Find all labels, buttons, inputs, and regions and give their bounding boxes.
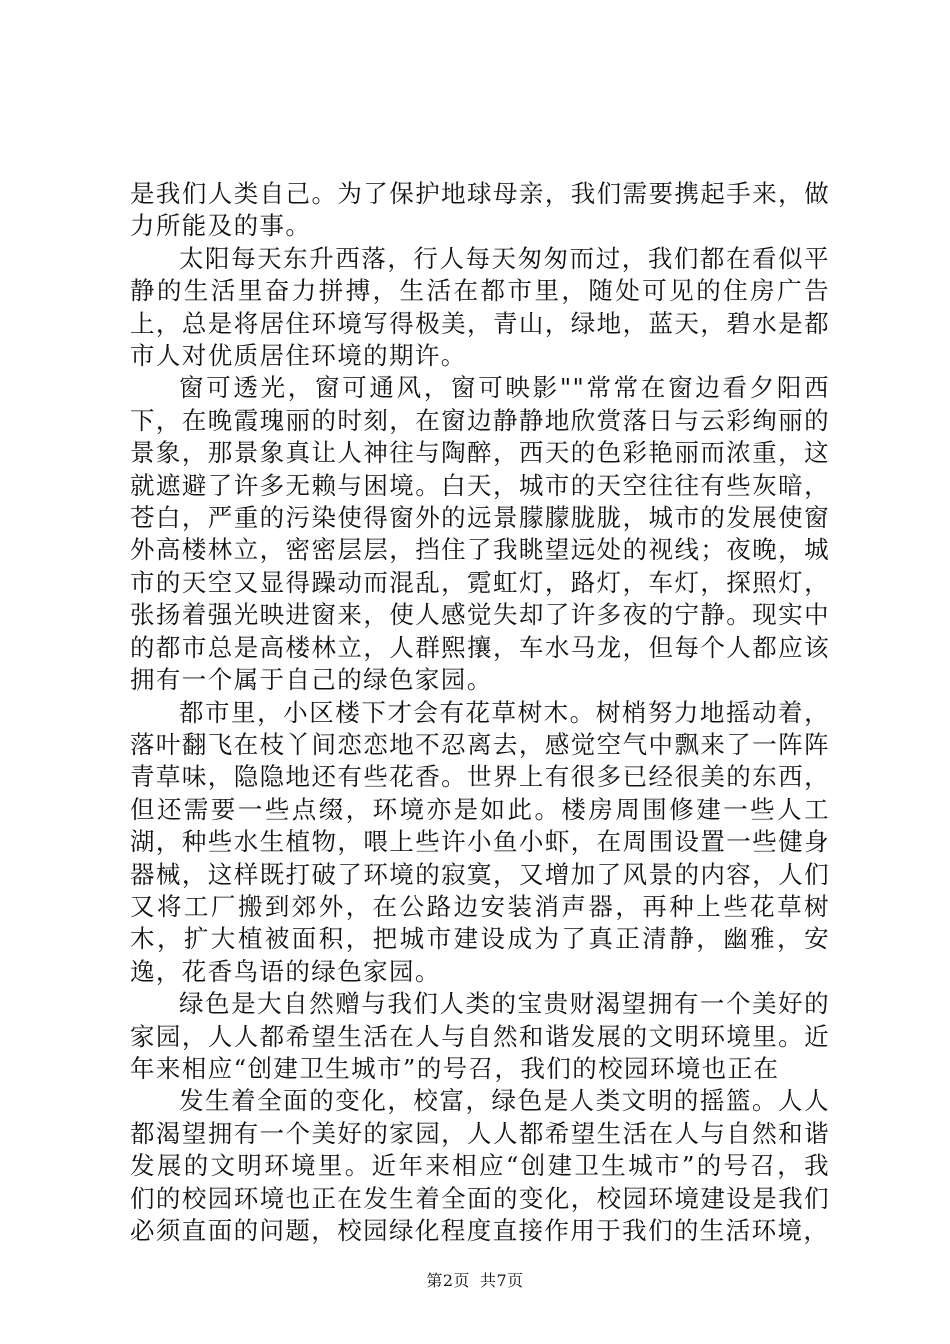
paragraph-window: 窗可透光，窗可通风，窗可映影""常常在窗边看夕阳西下，在晚霞瑰丽的时刻，在窗边静静地欣赏落日与云彩绚丽的景象，那景象真让人神往与陶醉，西天的色彩艳丽而浓重，这就遮避了许多无赖与困境。白天，城市的天空往往有些灰暗，苍白，严重的污染使得窗外的远景朦朦胧胧，城市的发展使窗外高楼林立，密密层层，挡住了我眺望远处的视线；夜晚，城市的天空又显得躁动而混乱，霓虹灯，路灯，车灯，探照灯，张扬着强光映进窗来，使人感觉失却了许多夜的宁静。现实中的都市总是高楼林立，人群熙攘，车水马龙，但每个人都应该拥有一个属于自己的绿色家园。 <box>130 373 830 695</box>
paragraph-green-nature: 绿色是大自然赠与我们人类的宝贵财渴望拥有一个美好的家园，人人都希望生活在人与自然和谐发展的文明环境里。近年来相应“创建卫生城市”的号召，我们的校园环境也正在 <box>130 989 830 1083</box>
paragraph-continuation: 是我们人类自己。为了保护地球母亲，我们需要携起手来，做力所能及的事。 <box>130 179 830 241</box>
page-total: 共7页 <box>480 1271 524 1290</box>
body-text <box>130 178 830 1247</box>
paragraph-city-life: 太阳每天东升西落，行人每天匆匆而过，我们都在看似平静的生活里奋力拼搏，生活在都市里，随处可见的住房广告上，总是将居住环境写得极美，青山，绿地，蓝天，碧水是都市人对优质居住环境的期许。 <box>130 243 830 371</box>
page-number: 第2页 <box>426 1271 470 1290</box>
paragraph-community-greenery: 都市里，小区楼下才会有花草树木。树梢努力地摇动着，落叶翻飞在枝丫间恋恋地不忍离去，感觉空气中飘来了一阵阵青草味，隐隐地还有些花香。世界上有很多已经很美的东西，但还需要一些点缀，环境亦是如此。楼房周围修建一些人工湖，种些水生植物，喂上些许小鱼小虾，在周围设置一些健身器械，这样既打破了环境的寂寞，又增加了风景的内容，人们又将工厂搬到郊外，在公路边安装消声器，再种上些花草树木，扩大植被面积，把城市建设成为了真正清静，幽雅，安逸，花香鸟语的绿色家园。 <box>130 697 830 986</box>
page-footer <box>0 1271 950 1291</box>
paragraph-campus-environment: 发生着全面的变化，校富，绿色是人类文明的摇篮。人人都渴望拥有一个美好的家园，人人都希望生活在人与自然和谐发展的文明环境里。近年来相应“创建卫生城市”的号召，我们的校园环境也正在发生着全面的变化，校园环境建设是我们必须直面的问题，校园绿化程度直接作用于我们的生活环境， <box>130 1086 830 1245</box>
